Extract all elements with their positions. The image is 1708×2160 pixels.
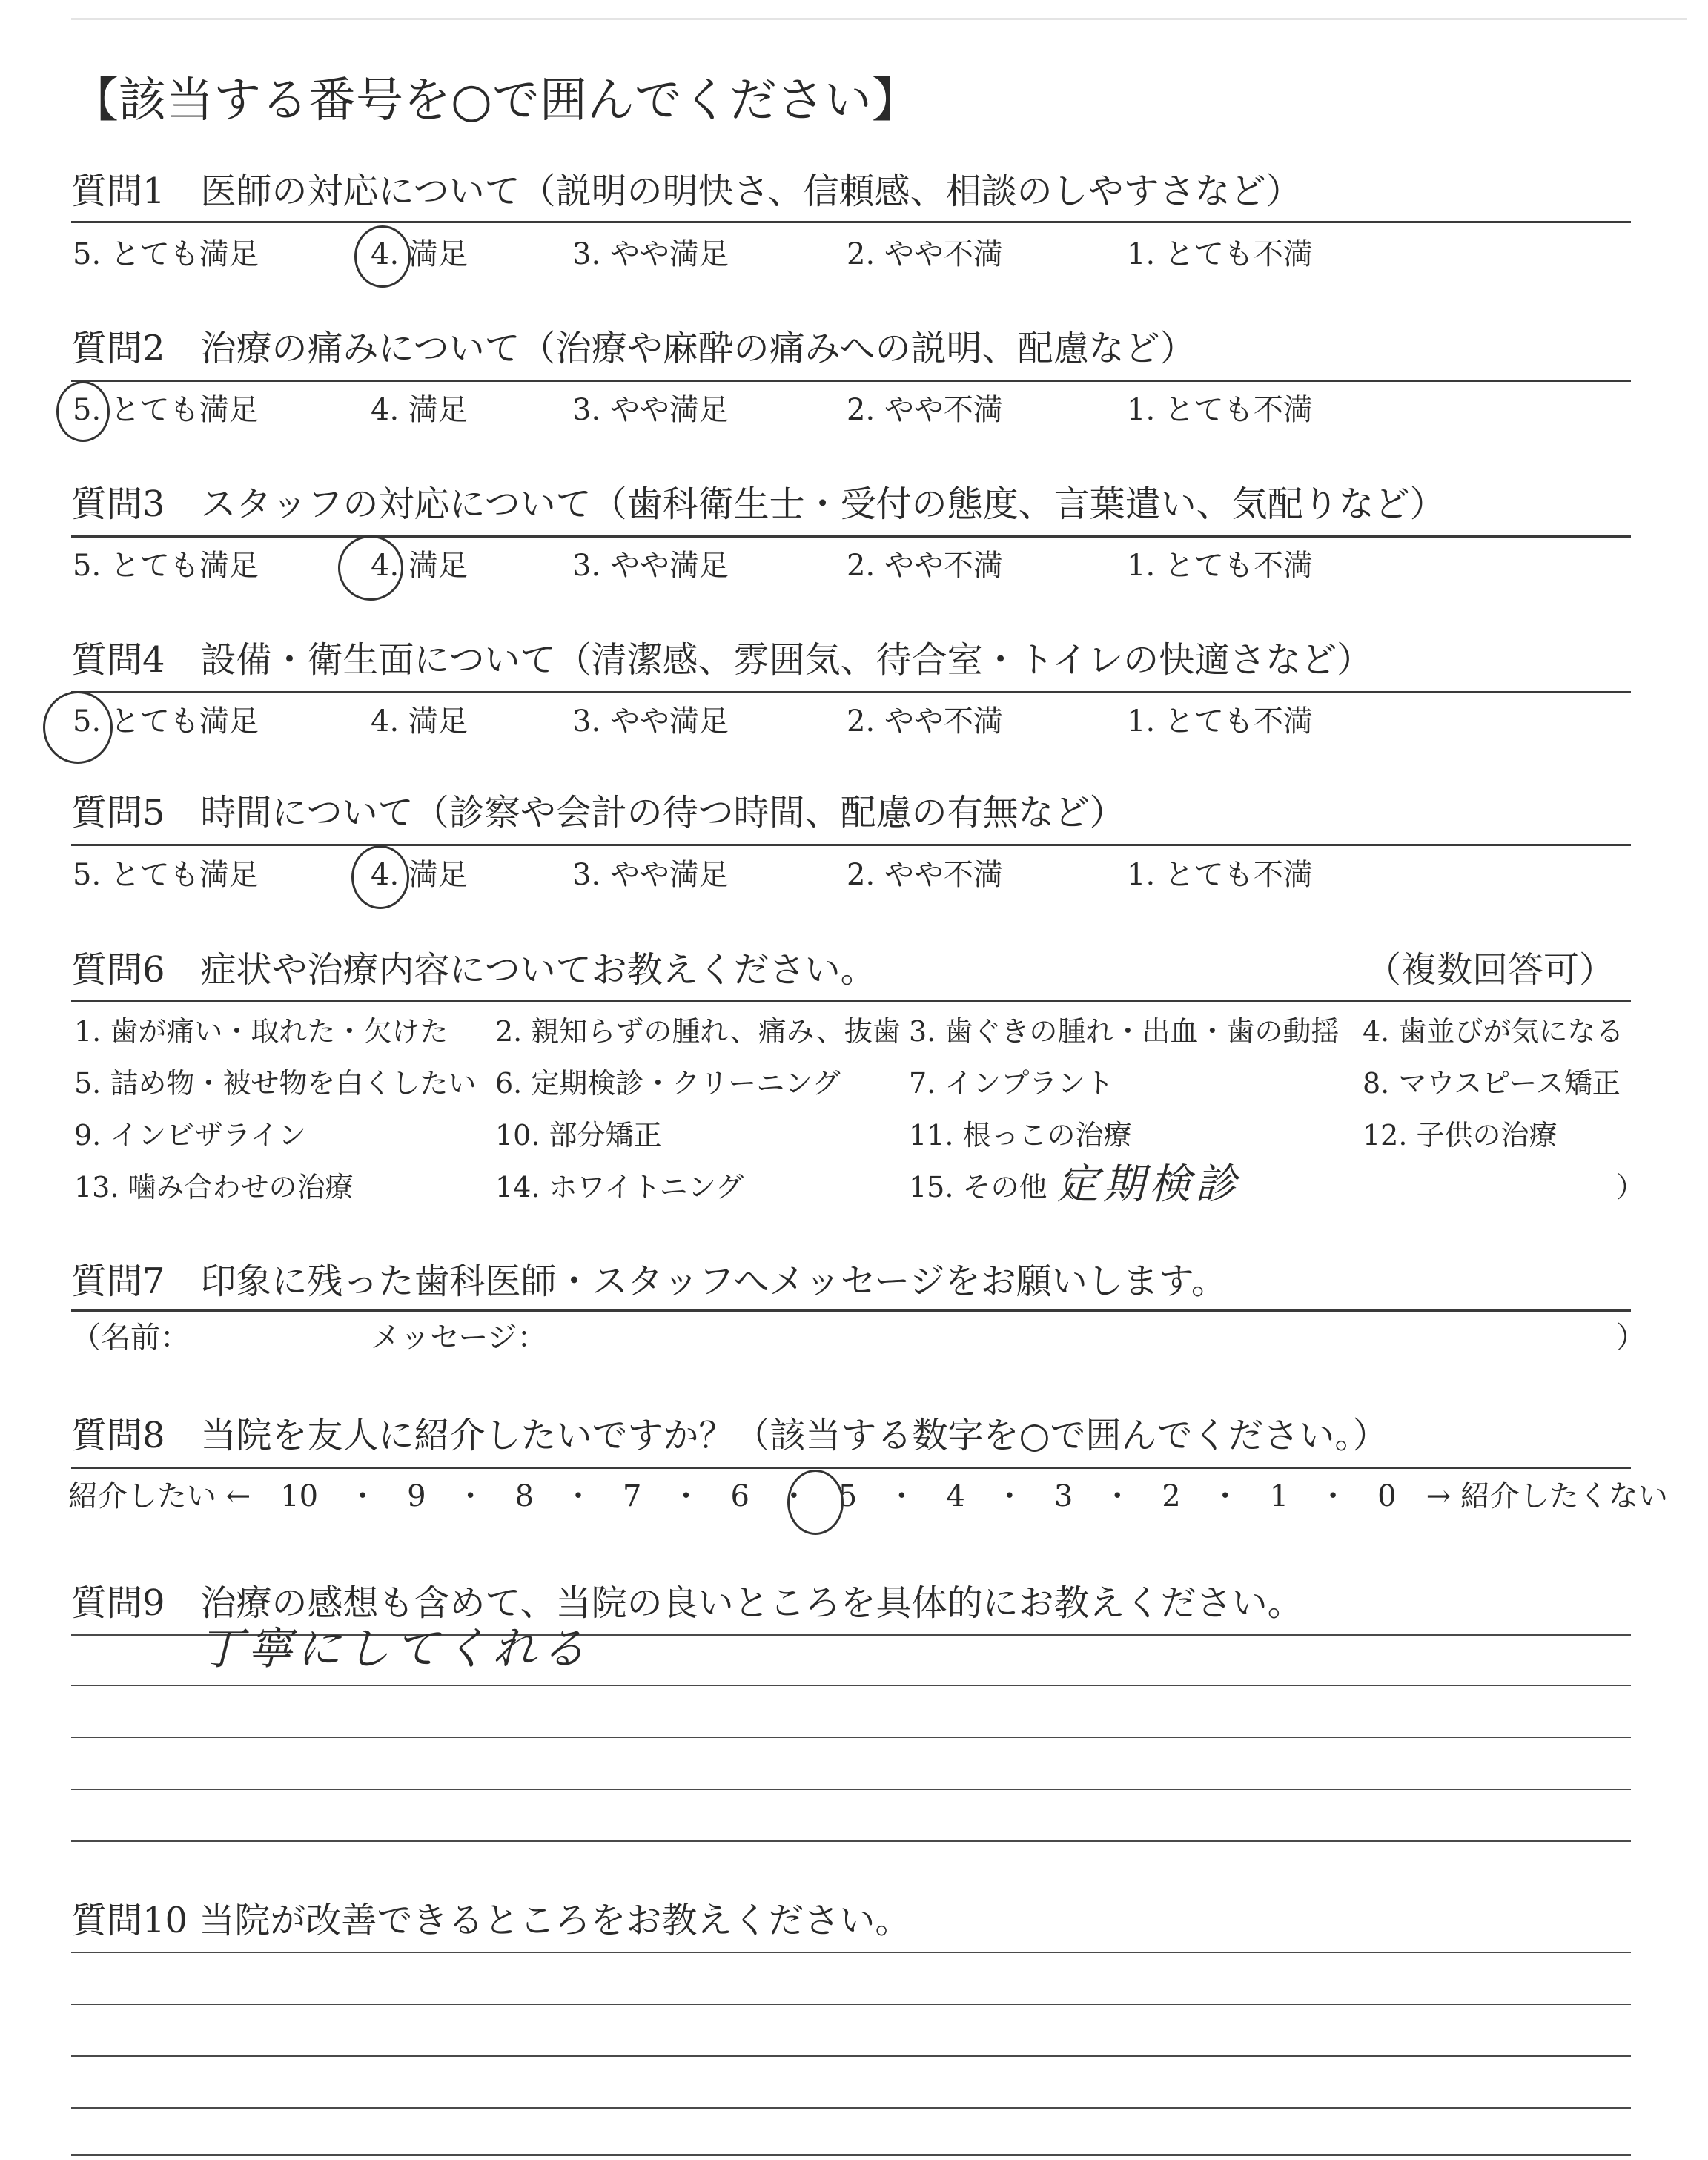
q6-item-9[interactable]: 9. インビザライン	[74, 1119, 307, 1152]
hand-drawn-circle-mark	[354, 225, 411, 288]
question-8-title: 質問8 当院を友人に紹介したいですか？（該当する数字を○で囲んでください。）	[71, 1415, 1388, 1456]
form-instruction-title: 【該当する番号を○で囲んでください】	[71, 73, 919, 128]
hand-drawn-circle-mark	[338, 535, 403, 601]
q2-option-3[interactable]: 3. やや満足	[572, 393, 729, 427]
q6-item-10[interactable]: 10. 部分矯正	[495, 1119, 662, 1152]
writing-line	[71, 1840, 1631, 1842]
q6-item-8[interactable]: 8. マウスピース矯正	[1363, 1067, 1621, 1100]
divider	[71, 221, 1631, 223]
q6-item-2[interactable]: 2. 親知らずの腫れ、痛み、抜歯	[495, 1015, 901, 1048]
question-5-title: 質問5 時間について（診察や会計の待つ時間、配慮の有無など）	[71, 792, 1125, 833]
hand-drawn-circle-mark	[56, 381, 110, 442]
q1-option-5[interactable]: 5. とても満足	[73, 237, 259, 271]
hand-drawn-circle-mark	[43, 691, 113, 764]
q6-other-handwritten-answer[interactable]: 定期検診	[1057, 1160, 1241, 1209]
writing-line	[71, 1789, 1631, 1790]
q6-item-7[interactable]: 7. インプラント	[909, 1067, 1114, 1100]
q5-option-2[interactable]: 2. やや不満	[847, 858, 1003, 892]
divider	[71, 691, 1631, 693]
q6-item-11[interactable]: 11. 根っこの治療	[909, 1119, 1132, 1152]
q4-option-4[interactable]: 4. 満足	[371, 704, 468, 739]
writing-line	[71, 2004, 1631, 2005]
q6-item-15[interactable]: 15. その他（	[909, 1171, 1076, 1203]
q7-message-label[interactable]: メッセージ：	[371, 1321, 547, 1355]
q3-option-3[interactable]: 3. やや満足	[572, 549, 729, 583]
q6-item-3[interactable]: 3. 歯ぐきの腫れ・出血・歯の動揺	[909, 1015, 1340, 1048]
q4-option-5[interactable]: 5. とても満足	[73, 704, 259, 739]
q3-option-1[interactable]: 1. とても不満	[1127, 549, 1313, 583]
question-9-title: 質問9 治療の感想も含めて、当院の良いところを具体的にお教えください。	[71, 1582, 1303, 1624]
divider	[71, 1467, 1631, 1469]
hand-drawn-circle-mark	[351, 845, 409, 909]
q4-option-1[interactable]: 1. とても不満	[1127, 704, 1313, 739]
q5-option-4[interactable]: 4. 満足	[371, 858, 468, 892]
q6-multiple-answers-note: （複数回答可）	[1366, 949, 1615, 991]
writing-line	[71, 1952, 1631, 1953]
q6-item-4[interactable]: 4. 歯並びが気になる	[1363, 1015, 1624, 1048]
divider	[71, 380, 1631, 382]
q1-option-2[interactable]: 2. やや不満	[847, 237, 1003, 271]
writing-line	[71, 1737, 1631, 1738]
writing-line	[71, 2055, 1631, 2057]
hand-drawn-circle-mark	[787, 1470, 844, 1535]
writing-line	[71, 2107, 1631, 2109]
q3-option-4[interactable]: 4. 満足	[371, 549, 468, 583]
divider	[71, 1000, 1631, 1002]
q4-option-2[interactable]: 2. やや不満	[847, 704, 1003, 739]
q1-option-1[interactable]: 1. とても不満	[1127, 237, 1313, 271]
writing-line	[71, 1685, 1631, 1686]
question-4-title: 質問4 設備・衛生面について（清潔感、雰囲気、待合室・トイレの快適さなど）	[71, 639, 1373, 681]
writing-line	[71, 2154, 1631, 2156]
q1-option-3[interactable]: 3. やや満足	[572, 237, 729, 271]
q6-item-13[interactable]: 13. 噛み合わせの治療	[74, 1171, 354, 1203]
q2-option-5[interactable]: 5. とても満足	[73, 393, 259, 427]
q2-option-2[interactable]: 2. やや不満	[847, 393, 1003, 427]
question-2-title: 質問2 治療の痛みについて（治療や麻酔の痛みへの説明、配慮など）	[71, 328, 1196, 369]
q5-option-1[interactable]: 1. とても不満	[1127, 858, 1313, 892]
q6-item-14[interactable]: 14. ホワイトニング	[495, 1171, 744, 1203]
q9-handwritten-answer[interactable]: 丁寧にしてくれる	[199, 1623, 590, 1675]
divider	[71, 1309, 1631, 1312]
divider	[71, 844, 1631, 846]
q3-option-5[interactable]: 5. とても満足	[73, 549, 259, 583]
q7-name-label[interactable]: （名前：	[71, 1321, 190, 1355]
q4-option-3[interactable]: 3. やや満足	[572, 704, 729, 739]
q7-close-paren: ）	[1616, 1321, 1646, 1355]
q2-option-4[interactable]: 4. 満足	[371, 393, 468, 427]
q5-option-3[interactable]: 3. やや満足	[572, 858, 729, 892]
question-3-title: 質問3 スタッフの対応について（歯科衛生士・受付の態度、言葉遣い、気配りなど）	[71, 483, 1446, 525]
q6-item-5[interactable]: 5. 詰め物・被せ物を白くしたい	[74, 1067, 477, 1100]
q1-option-4[interactable]: 4. 満足	[371, 237, 468, 271]
q8-scale-row[interactable]: 紹介したい ← 10 ・ 9 ・ 8 ・ 7 ・ 6 ・ 5 ・ 4 ・ 3 ・ 2 ・ 1 ・ 0 → 紹介したくない	[68, 1479, 1668, 1513]
q6-item-6[interactable]: 6. 定期検診・クリーニング	[495, 1067, 841, 1100]
question-1-title: 質問1 医師の対応について（説明の明快さ、信頼感、相談のしやすさなど）	[71, 171, 1302, 212]
question-10-title: 質問10 当院が改善できるところをお教えください。	[71, 1900, 911, 1941]
q2-option-1[interactable]: 1. とても不満	[1127, 393, 1313, 427]
q6-other-close-paren: ）	[1616, 1171, 1645, 1203]
q6-item-12[interactable]: 12. 子供の治療	[1363, 1119, 1558, 1152]
divider	[71, 535, 1631, 538]
q5-option-5[interactable]: 5. とても満足	[73, 858, 259, 892]
q6-item-1[interactable]: 1. 歯が痛い・取れた・欠けた	[74, 1015, 448, 1048]
question-7-title: 質問7 印象に残った歯科医師・スタッフへメッセージをお願いします。	[71, 1261, 1227, 1302]
q3-option-2[interactable]: 2. やや不満	[847, 549, 1003, 583]
question-6-title: 質問6 症状や治療内容についてお教えください。	[71, 949, 876, 991]
scan-edge-line	[71, 18, 1687, 20]
